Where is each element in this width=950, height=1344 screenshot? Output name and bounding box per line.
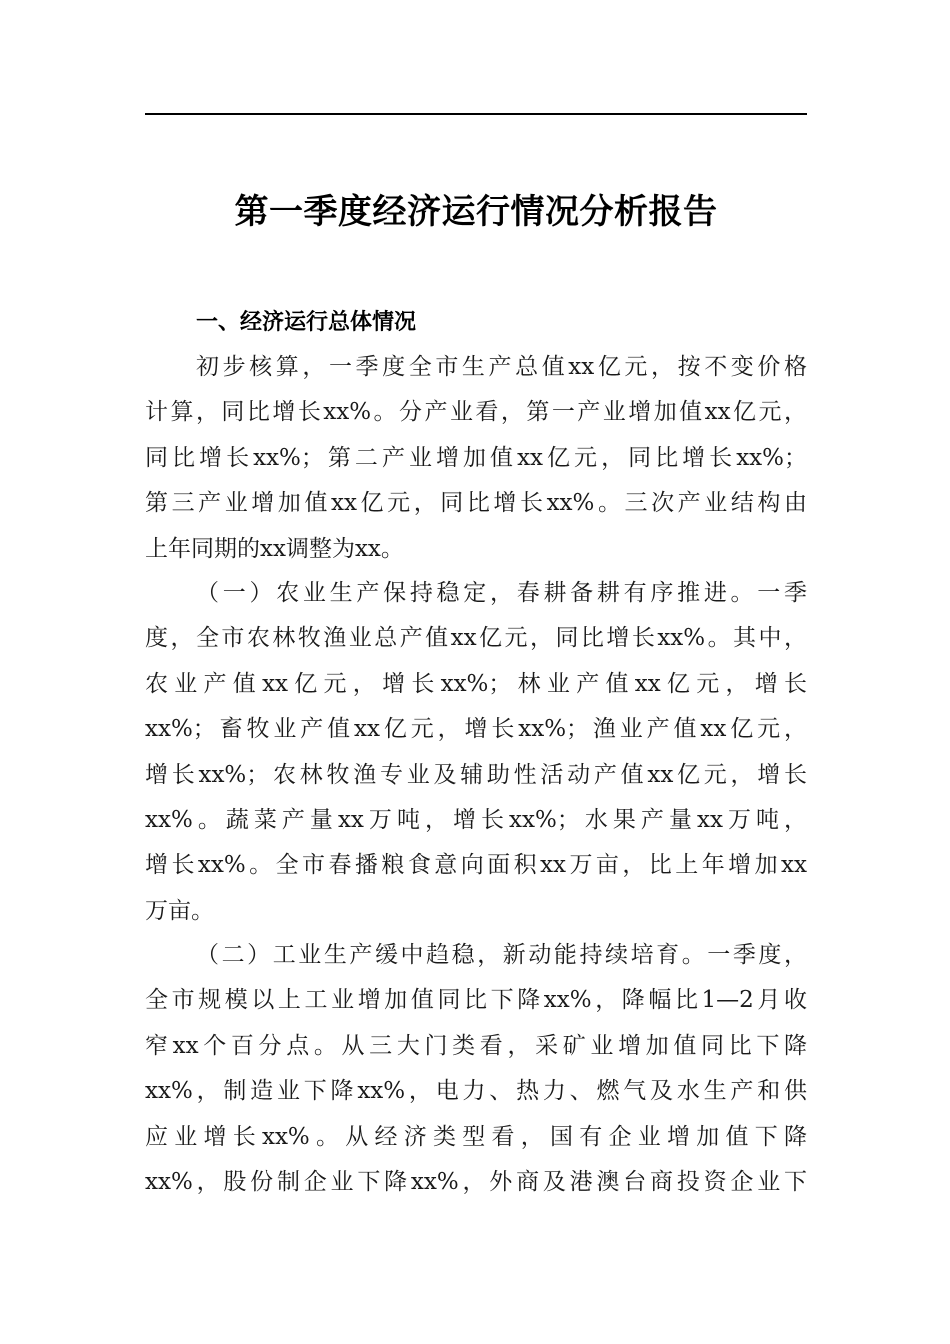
paragraph-line: 第三产业增加值xx亿元，同比增长xx%。三次产业结构由: [145, 490, 807, 517]
paragraph-line: （二）工业生产缓中趋稳，新动能持续培育。一季度，: [196, 942, 807, 968]
paragraph-line: 计算，同比增长xx%。分产业看，第一产业增加值xx亿元，: [145, 399, 807, 426]
paragraph-line: xx%；畜牧业产值xx亿元，增长xx%；渔业产值xx亿元，: [145, 716, 807, 743]
paragraph-line: xx%，制造业下降xx%，电力、热力、燃气及水生产和供: [145, 1078, 807, 1105]
paragraph-line: xx%。蔬菜产量xx万吨，增长xx%；水果产量xx万吨，: [145, 806, 807, 833]
paragraph-line: 上年同期的xx调整为xx。: [145, 535, 404, 562]
paragraph-line: 同比增长xx%；第二产业增加值xx亿元，同比增长xx%；: [145, 444, 807, 471]
paragraph-line: 增长xx%；农林牧渔专业及辅助性活动产值xx亿元，增长: [145, 761, 807, 788]
paragraph-line: 农业产值xx亿元，增长xx%；林业产值xx亿元，增长: [145, 670, 807, 697]
paragraph-industry: [145, 933, 807, 1205]
section-heading: 一、经济运行总体情况: [196, 310, 417, 335]
paragraph-line: （一）农业生产保持稳定，春耕备耕有序推进。一季: [196, 580, 807, 606]
paragraph-agriculture: [145, 571, 807, 934]
paragraph-line: xx%，股份制企业下降xx%，外商及港澳台商投资企业下: [145, 1168, 807, 1195]
paragraph-overview: [145, 345, 807, 572]
paragraph-line: 窄xx个百分点。从三大门类看，采矿业增加值同比下降: [145, 1032, 807, 1059]
paragraph-line: 应业增长xx%。从经济类型看，国有企业增加值下降: [145, 1123, 807, 1150]
header-rule: [145, 113, 807, 115]
paragraph-line: 万亩。: [145, 897, 214, 924]
paragraph-line: 全市规模以上工业增加值同比下降xx%，降幅比1—2月收: [145, 987, 807, 1014]
paragraph-line: 增长xx%。全市春播粮食意向面积xx万亩，比上年增加xx: [145, 852, 807, 879]
paragraph-line: 初步核算，一季度全市生产总值xx亿元，按不变价格: [196, 354, 807, 380]
document-title: 第一季度经济运行情况分析报告: [234, 192, 718, 232]
paragraph-line: 度，全市农林牧渔业总产值xx亿元，同比增长xx%。其中，: [145, 625, 807, 652]
